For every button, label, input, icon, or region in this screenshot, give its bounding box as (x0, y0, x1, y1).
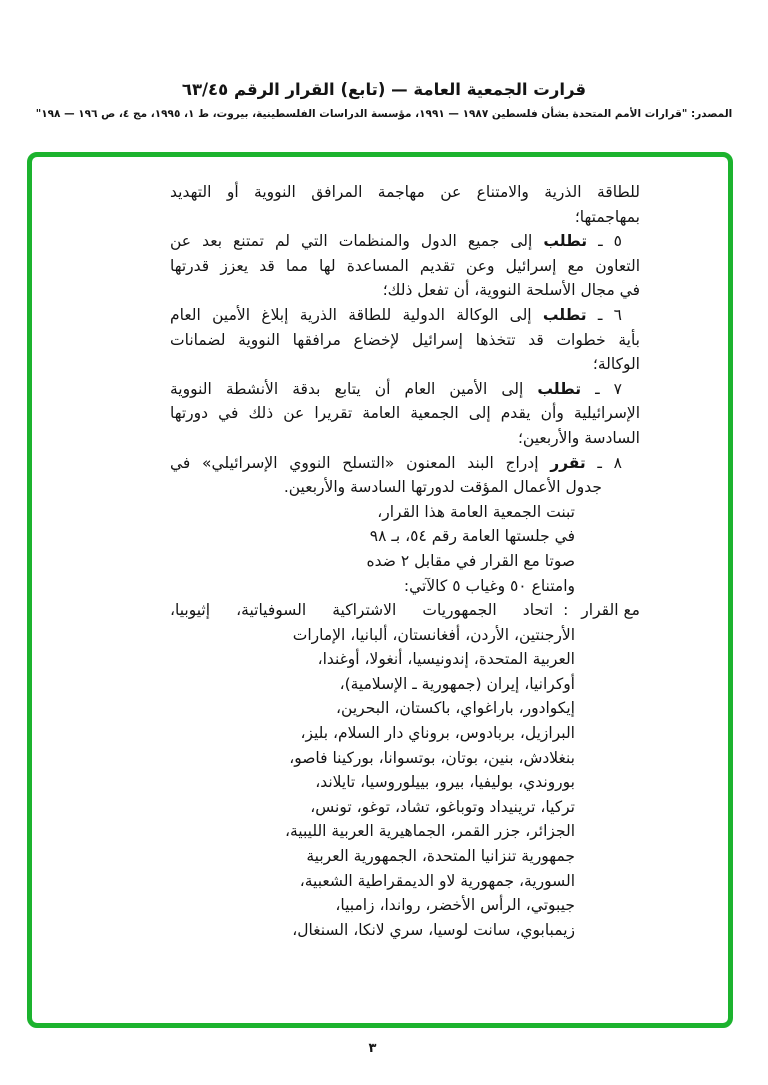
item-number: ٥ ـ (587, 232, 622, 251)
page-number: ٣ (368, 1041, 377, 1056)
item-text: إلى جميع الدول والمنظمات التي لم تمتنع بعد عن (170, 232, 544, 251)
vote-country-line: الأرجنتين، الأردن، أفغانستان، ألبانيا، الإمارات (292, 625, 575, 644)
adoption-note-line: صوتا مع القرار في مقابل ٢ ضده (366, 551, 575, 570)
operative-item-8-line: جدول الأعمال المؤقت لدورتها السادسة والأربعين. (283, 478, 602, 497)
adoption-note-line: تبنت الجمعية العامة هذا القرار، (377, 502, 575, 521)
item-verb: تقرر (550, 453, 586, 472)
item-number: ٦ ـ (586, 305, 622, 324)
operative-item-7-line: الإسرائيلية وأن يقدم إلى الجمعية العامة تقريرا عن ذلك في دورتها (170, 404, 640, 423)
vote-country-line: بنغلادش، بنين، بوتان، بوتسوانا، بوركينا فاصو، (289, 748, 575, 767)
operative-item-8 (170, 451, 640, 476)
item-text: إلى الوكالة الدولية للطاقة الذرية إبلاغ الأمين العام (170, 305, 543, 324)
vote-country-line: جمهورية تنزانيا المتحدة، الجمهورية العربية (306, 847, 575, 866)
operative-item-6-line: الوكالة؛ (592, 355, 640, 374)
vote-country-line: زيمبابوي، سانت لوسيا، سري لانكا، السنغال، (292, 920, 575, 939)
paragraph-continuation-line: للطاقة الذرية والامتناع عن مهاجمة المرافق النووية أو التهديد (170, 183, 640, 201)
operative-item-5 (170, 229, 640, 254)
vote-for-label: مع القرار (581, 601, 640, 620)
vote-for-row (170, 598, 640, 623)
adoption-note-line: وامتناع ٥٠ وغياب ٥ كالآتي: (403, 576, 575, 595)
vote-colon: : (563, 601, 569, 620)
item-verb: تطلب (543, 232, 588, 251)
vote-country-line: بوروندي، بوليفيا، بيرو، بييلوروسيا، تايلاند، (315, 773, 575, 792)
vote-country-line: تركيا، ترينيداد وتوباغو، تشاد، توغو، تونس، (310, 797, 575, 816)
operative-item-5-line: في مجال الأسلحة النووية، أن تفعل ذلك؛ (382, 281, 640, 300)
item-verb: تطلب (542, 305, 587, 324)
vote-country-line: اتحاد الجمهوريات الاشتراكية السوفياتية، إثيوبيا، (170, 601, 554, 620)
vote-country-line: جيبوتي، الرأس الأخضر، رواندا، زامبيا، (335, 896, 575, 915)
vote-country-line: العربية المتحدة، إندونيسيا، أنغولا، أوغندا، (317, 650, 575, 669)
operative-item-6 (170, 303, 640, 328)
paragraph-continuation-line: بمهاجمتها؛ (574, 207, 640, 226)
operative-item-7 (170, 377, 640, 402)
source-citation: المصدر: "قرارات الأمم المتحدة بشأن فلسطين ١٩٨٧ — ١٩٩١، مؤسسة الدراسات الفلسطينية، بيروت، ط ١، ١٩٩٥، مج ٤، ص ١٩٦ — ١٩٨" (35, 108, 733, 120)
adoption-note-line: في جلستها العامة رقم ٥٤، بـ ٩٨ (369, 527, 575, 546)
vote-country-line: إيكوادور، باراغواي، باكستان، البحرين، (336, 699, 575, 718)
page-title: قرارت الجمعية العامة — (تابع) القرار الرقم ٦٣/٤٥ (181, 80, 587, 99)
vote-country-line: أوكرانيا، إيران (جمهورية ـ الإسلامية)، (339, 674, 575, 693)
operative-item-5-line: التعاون مع إسرائيل وعن تقديم المساعدة لها مما قد يعزز قدرتها (170, 256, 640, 275)
item-verb: تطلب (537, 379, 582, 398)
item-number: ٧ ـ (581, 379, 622, 398)
vote-country-line: الجزائر، جزر القمر، الجماهيرية العربية الليبية، (284, 822, 575, 841)
vote-country-line: البرازيل، بربادوس، بروناي دار السلام، بليز، (300, 724, 575, 743)
item-text: إلى الأمين العام أن يتابع بدقة الأنشطة النووية (170, 379, 538, 398)
resolution-text-column (170, 180, 640, 942)
operative-item-6-line: بأية خطوات قد تتخذها إسرائيل لإخضاع مرافقها النووية لضمانات (170, 330, 640, 349)
item-number: ٨ ـ (585, 453, 622, 472)
vote-country-line: السورية، جمهورية لاو الديمقراطية الشعبية، (299, 871, 575, 890)
operative-item-7-line: السادسة والأربعين؛ (517, 428, 640, 447)
item-text: إدراج البند المعنون «التسلح النووي الإسرائيلي» في (170, 453, 551, 472)
